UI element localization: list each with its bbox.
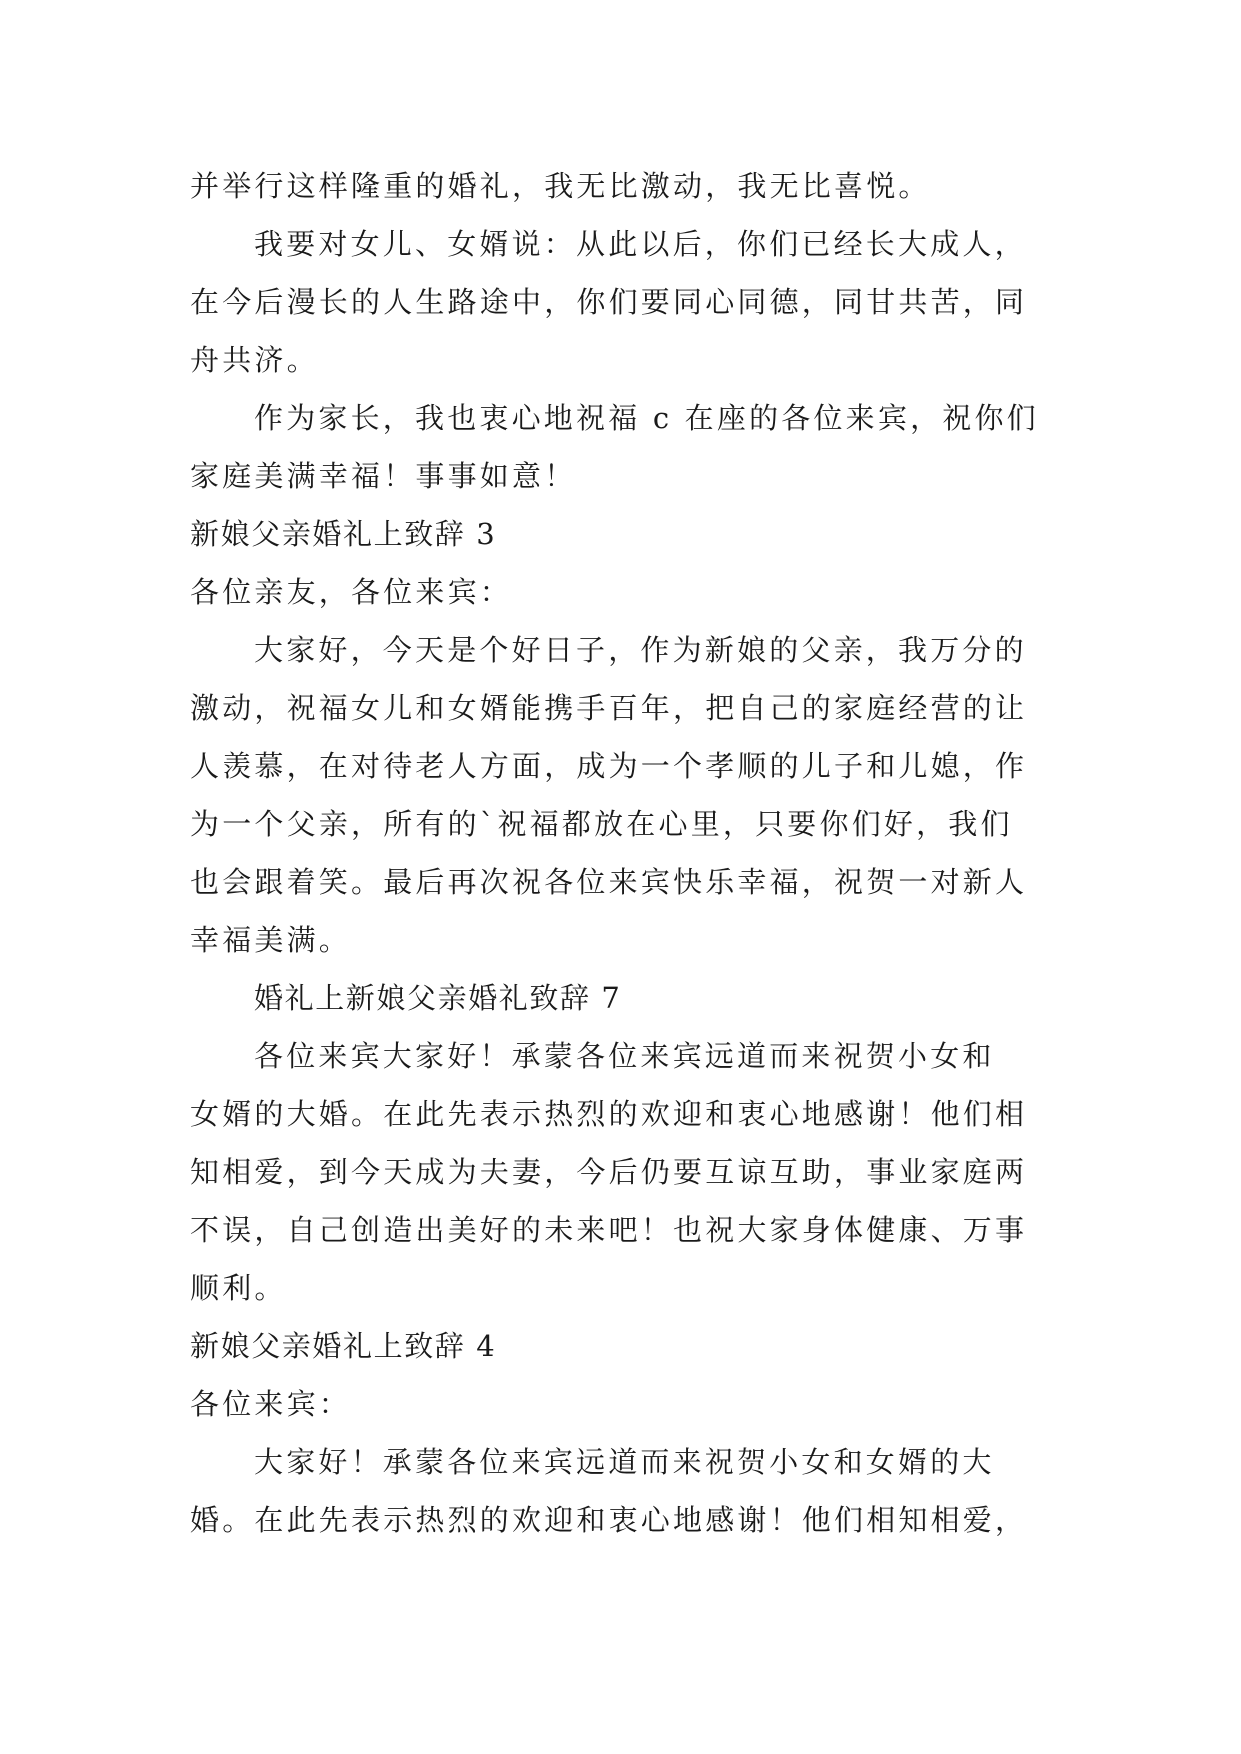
section-heading: 新娘父亲婚礼上致辞 3	[190, 517, 497, 551]
paragraph-line: 大家好，今天是个好日子，作为新娘的父亲，我万分的	[254, 633, 1027, 667]
paragraph-line: 舟共济。	[190, 343, 319, 377]
paragraph-line: 知相爱，到今天成为夫妻，今后仍要互谅互助，事业家庭两	[190, 1155, 1028, 1189]
salutation-line: 各位亲友，各位来宾：	[190, 575, 513, 609]
paragraph-line: 家庭美满幸福！事事如意！	[190, 459, 577, 493]
salutation-line: 各位来宾：	[190, 1387, 352, 1421]
paragraph-line: 不误，自己创造出美好的未来吧！也祝大家身体健康、万事	[190, 1213, 1028, 1247]
paragraph-line: 各位来宾大家好！承蒙各位来宾远道而来祝贺小女和	[254, 1039, 995, 1073]
paragraph-line: 并举行这样隆重的婚礼，我无比激动，我无比喜悦。	[190, 169, 931, 203]
paragraph-line: 婚。在此先表示热烈的欢迎和衷心地感谢！他们相知相爱，	[190, 1503, 1028, 1537]
section-heading: 婚礼上新娘父亲婚礼致辞 7	[254, 981, 622, 1015]
paragraph-line: 激动，祝福女儿和女婿能携手百年，把自己的家庭经营的让	[190, 691, 1028, 725]
paragraph-line: 幸福美满。	[190, 923, 352, 957]
paragraph-line: 顺利。	[190, 1271, 287, 1305]
paragraph-line: 人羡慕，在对待老人方面，成为一个孝顺的儿子和儿媳，作	[190, 749, 1028, 783]
paragraph-line: 在今后漫长的人生路途中，你们要同心同德，同甘共苦，同	[190, 285, 1028, 319]
paragraph-line: 我要对女儿、女婿说：从此以后，你们已经长大成人，	[254, 227, 1027, 261]
paragraph-line: 女婿的大婚。在此先表示热烈的欢迎和衷心地感谢！他们相	[190, 1097, 1028, 1131]
paragraph-line: 也会跟着笑。最后再次祝各位来宾快乐幸福，祝贺一对新人	[190, 865, 1028, 899]
paragraph-line: 为一个父亲，所有的`祝福都放在心里，只要你们好，我们	[190, 807, 1013, 841]
paragraph-line: 大家好！承蒙各位来宾远道而来祝贺小女和女婿的大	[254, 1445, 995, 1479]
section-heading: 新娘父亲婚礼上致辞 4	[190, 1329, 497, 1363]
paragraph-line: 作为家长，我也衷心地祝福 c 在座的各位来宾，祝你们	[254, 401, 1039, 435]
